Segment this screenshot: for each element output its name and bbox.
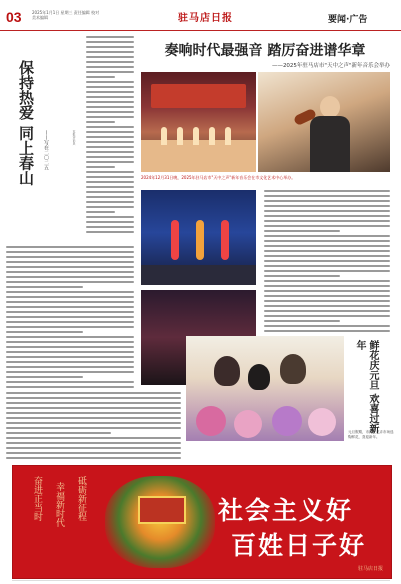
masthead: 驻马店日报 (178, 13, 233, 24)
text-line (86, 216, 134, 218)
text-line (6, 386, 134, 388)
text-line (86, 61, 134, 63)
concert-photo (141, 72, 256, 172)
text-line (264, 330, 390, 332)
text-line (264, 255, 390, 257)
text-line (86, 211, 115, 213)
text-line (264, 225, 390, 227)
flower-bloom (234, 410, 262, 438)
text-line (264, 305, 390, 307)
text-line (264, 245, 390, 247)
text-line (86, 116, 134, 118)
text-line (86, 56, 134, 58)
woman-figure (214, 356, 240, 386)
date-line: 2025年1月1日 星期三 责任编辑 校对 美术编辑 (32, 10, 100, 20)
page-footer-rule (12, 580, 390, 581)
text-line (264, 270, 390, 272)
text-line (86, 111, 134, 113)
ad-brand: 驻马店日报 (357, 566, 383, 572)
text-line (86, 76, 115, 78)
text-line (6, 447, 181, 449)
flower-market-photo (186, 336, 344, 441)
dancer (221, 220, 229, 260)
text-line (86, 131, 134, 133)
text-line (6, 427, 181, 429)
text-line (86, 126, 134, 128)
text-line (86, 81, 134, 83)
ad-poem (27, 476, 97, 568)
feature-caption: 元旦假期，市民在花卉市场选购鲜花，喜迎新年。 (348, 430, 394, 439)
text-line (6, 392, 181, 394)
text-line (86, 176, 134, 178)
text-line (264, 205, 390, 207)
text-line (6, 457, 181, 459)
text-line (86, 46, 134, 48)
text-line (6, 417, 181, 419)
text-line (6, 376, 83, 378)
text-line (86, 156, 134, 158)
text-line (264, 325, 390, 327)
text-line (6, 246, 134, 248)
text-line (264, 265, 390, 267)
text-line (6, 407, 181, 409)
text-line (86, 106, 134, 108)
text-line (6, 316, 134, 318)
performer (177, 127, 183, 145)
stage-banner (151, 84, 246, 108)
text-line (6, 437, 181, 439)
ad-poem-line: 砥砺新征程 (76, 476, 86, 521)
text-line (264, 280, 390, 282)
performer (209, 127, 215, 145)
text-line (264, 260, 390, 262)
article-body-main (6, 246, 134, 391)
text-line (6, 271, 134, 273)
text-line (86, 136, 134, 138)
text-line (6, 311, 134, 313)
dancer (171, 220, 179, 260)
text-line (6, 402, 181, 404)
article-body-bottom (6, 392, 181, 462)
text-line (6, 366, 134, 368)
violinist-photo (258, 72, 390, 172)
text-line (264, 320, 340, 322)
text-line (264, 290, 390, 292)
performer (161, 127, 167, 145)
headline-subtitle: ——2025年驻马店市"天中之声"新年音乐会举办 (271, 63, 390, 69)
text-line (6, 452, 181, 454)
advertisement (12, 465, 392, 579)
text-line (6, 341, 134, 343)
text-line (264, 220, 390, 222)
text-line (6, 432, 111, 434)
text-line (6, 326, 134, 328)
feature-title: 鲜花庆元旦 欢喜过新年 (354, 340, 378, 434)
text-line (6, 276, 134, 278)
violinist-body (310, 116, 350, 172)
text-line (86, 186, 134, 188)
text-line (86, 206, 134, 208)
text-line (264, 275, 340, 277)
text-line (86, 196, 134, 198)
text-line (86, 191, 134, 193)
ad-poem-line: 幸福新时代 (54, 482, 64, 527)
text-line (86, 36, 134, 38)
text-line (6, 351, 134, 353)
performer (225, 127, 231, 145)
page-number: 03 (6, 9, 22, 25)
text-line (6, 371, 134, 373)
text-line (86, 166, 115, 168)
text-line (6, 321, 134, 323)
flower-bloom (196, 406, 226, 436)
text-line (264, 240, 390, 242)
text-line (6, 261, 134, 263)
text-line (264, 230, 340, 232)
text-line (6, 346, 134, 348)
text-line (86, 51, 134, 53)
text-line (86, 96, 134, 98)
editorial-author: 本报评论员 (72, 130, 76, 145)
text-line (86, 231, 134, 233)
ad-slogan-line2: 百姓日子好 (231, 531, 367, 560)
text-line (6, 381, 134, 383)
text-line (264, 210, 390, 212)
text-line (6, 412, 181, 414)
performer (193, 127, 199, 145)
text-line (6, 422, 181, 424)
flower-bloom (272, 406, 302, 436)
text-line (264, 300, 390, 302)
dance-stage-floor (141, 265, 256, 285)
editorial-subtitle: ——写在二〇二五 (43, 130, 49, 170)
text-line (86, 91, 134, 93)
child-figure (248, 364, 270, 390)
text-line (6, 251, 134, 253)
text-line (264, 295, 390, 297)
text-line (6, 356, 134, 358)
text-line (86, 101, 134, 103)
text-line (86, 151, 134, 153)
gate-icon (138, 496, 186, 524)
ad-poem-line: 奋进正当时 (32, 476, 42, 521)
text-line (6, 281, 134, 283)
page-header (0, 0, 401, 31)
ad-slogan-line1: 社会主义好 (218, 496, 354, 525)
text-line (86, 181, 134, 183)
text-line (6, 301, 134, 303)
concert-caption: 2024年12月31日晚，2025年驻马店市"天中之声"新年音乐会在市文化艺术中心举办。 (141, 175, 296, 180)
text-line (86, 226, 134, 228)
text-line (86, 171, 134, 173)
text-line (86, 201, 134, 203)
text-line (6, 442, 181, 444)
text-line (264, 285, 390, 287)
text-line (264, 250, 390, 252)
text-line (6, 296, 134, 298)
text-line (86, 71, 134, 73)
text-line (86, 121, 115, 123)
editorial-title: 保持热爱 同上春山 (17, 60, 35, 186)
text-line (86, 86, 134, 88)
ad-illustration (105, 476, 215, 568)
text-line (6, 306, 134, 308)
text-line (86, 41, 134, 43)
text-line (6, 266, 134, 268)
section-label: 要闻·广告 (328, 15, 368, 25)
article-body-right (264, 190, 390, 335)
article-body-left (86, 36, 134, 236)
text-line (264, 200, 390, 202)
text-line (6, 286, 83, 288)
text-line (264, 235, 390, 237)
text-line (6, 336, 134, 338)
text-line (86, 141, 134, 143)
text-line (86, 146, 134, 148)
text-line (86, 161, 134, 163)
text-line (6, 256, 134, 258)
text-line (264, 215, 390, 217)
headline-title: 奏响时代最强音 踏厉奋进谱华章 (164, 43, 366, 59)
text-line (264, 190, 390, 192)
text-line (264, 310, 390, 312)
text-line (264, 195, 390, 197)
flower-bloom (308, 408, 336, 436)
text-line (264, 315, 390, 317)
man-figure (280, 354, 306, 384)
text-line (6, 361, 134, 363)
violinist-head (320, 96, 340, 118)
text-line (86, 221, 134, 223)
text-line (86, 66, 134, 68)
text-line (6, 291, 134, 293)
text-line (6, 397, 181, 399)
dancer (196, 220, 204, 260)
text-line (6, 331, 83, 333)
dance-photo (141, 190, 256, 285)
